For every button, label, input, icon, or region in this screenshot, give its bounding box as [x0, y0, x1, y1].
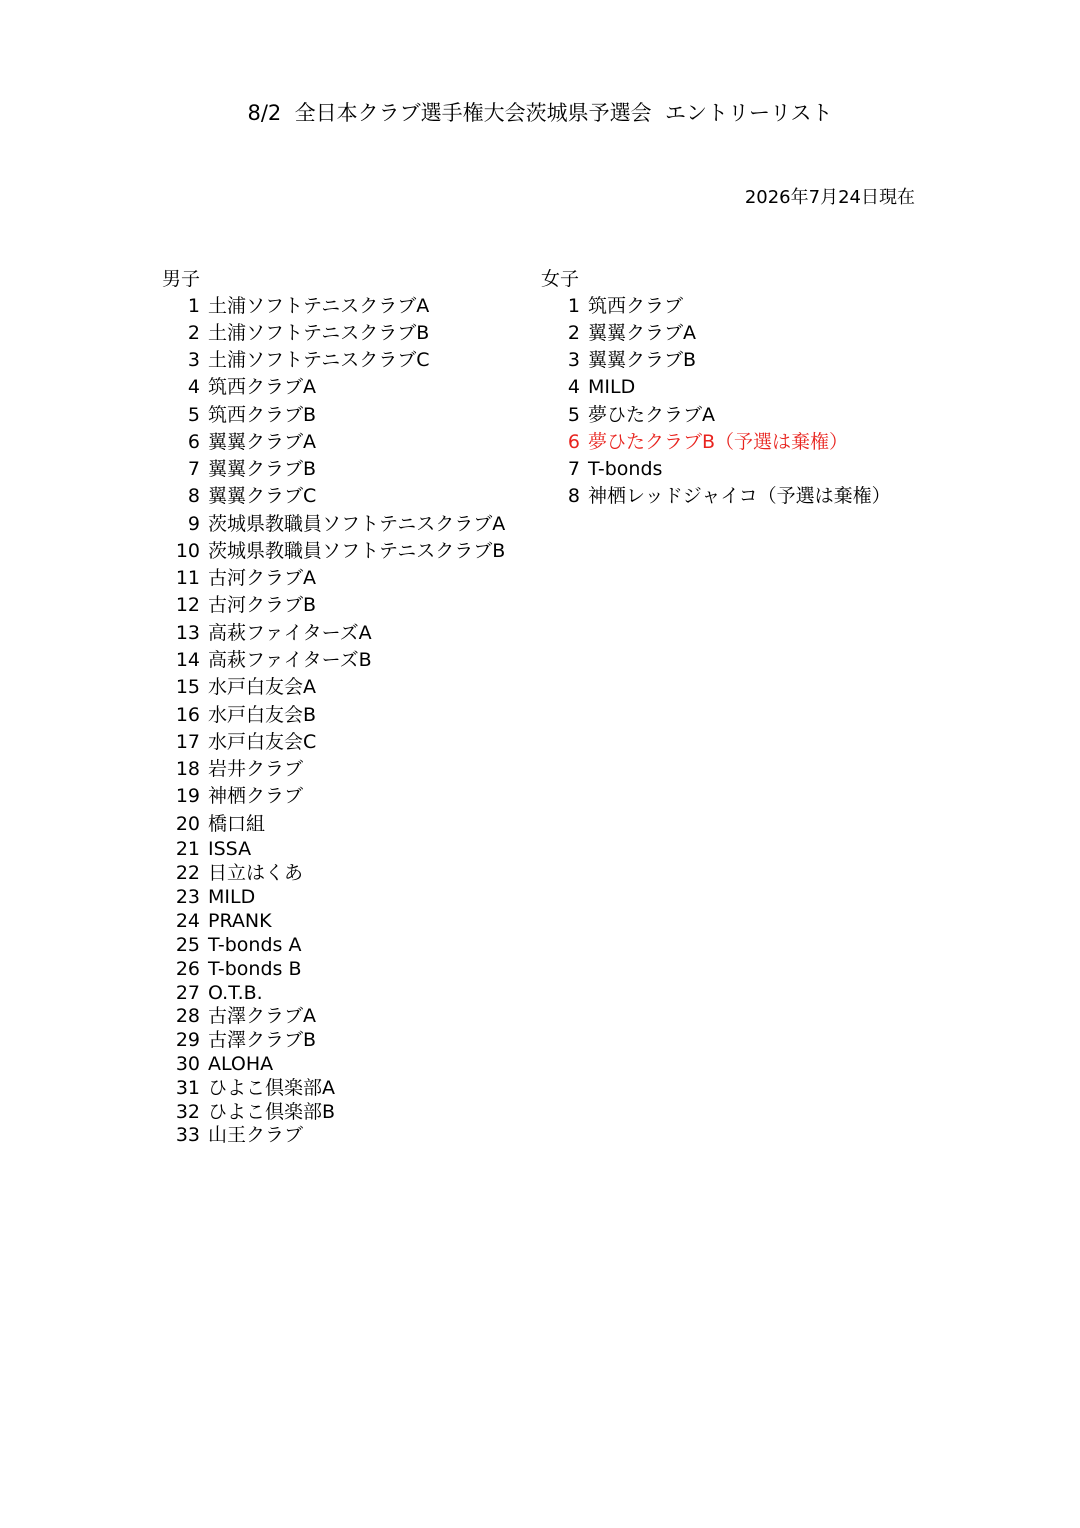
list-item	[540, 429, 848, 456]
list-item	[160, 932, 301, 959]
list-item	[160, 456, 316, 483]
entry-number: 21	[175, 838, 200, 860]
list-item	[160, 592, 316, 619]
entry-name: 水戸白友会C	[208, 731, 317, 753]
entry-number: 14	[175, 649, 200, 671]
men-header: 男子	[162, 268, 201, 290]
entry-name: 古澤クラブA	[208, 1005, 316, 1027]
list-item	[160, 429, 316, 456]
entry-name: ISSA	[208, 838, 252, 860]
entry-number: 31	[175, 1077, 200, 1099]
entry-name: 夢ひたクラブA	[588, 404, 715, 426]
entry-number: 10	[175, 540, 200, 562]
list-item	[160, 836, 251, 863]
entry-name: MILD	[588, 376, 636, 398]
entry-number: 2	[187, 322, 200, 344]
list-item	[160, 565, 316, 592]
entry-name: 筑西クラブB	[208, 404, 317, 426]
list-item	[160, 1051, 273, 1078]
list-item	[160, 1027, 316, 1054]
entry-name: 橋口組	[208, 813, 266, 835]
list-item	[160, 320, 429, 347]
entry-name: 翼翼クラブB	[588, 349, 697, 371]
entry-number: 26	[175, 958, 200, 980]
list-item	[160, 511, 505, 538]
entry-name: 古河クラブA	[208, 567, 316, 589]
list-item	[540, 347, 696, 374]
entry-number: 1	[567, 295, 580, 317]
entry-number: 1	[187, 295, 200, 317]
entry-name: PRANK	[208, 910, 272, 932]
women-header: 女子	[541, 268, 580, 290]
entry-name: 翼翼クラブA	[588, 322, 696, 344]
entry-number: 25	[175, 934, 200, 956]
entry-number: 22	[175, 862, 200, 884]
entry-name: 茨城県教職員ソフトテニスクラブB	[208, 540, 506, 562]
entry-number: 29	[175, 1029, 200, 1051]
list-item	[160, 756, 303, 783]
list-item	[160, 374, 316, 401]
entry-number: 3	[187, 349, 200, 371]
entry-number: 13	[175, 622, 200, 644]
list-item	[160, 884, 255, 911]
entry-name: 茨城県教職員ソフトテニスクラブA	[208, 513, 506, 535]
entry-number: 23	[175, 886, 200, 908]
entry-number: 27	[175, 982, 200, 1004]
entry-name: 岩井クラブ	[208, 758, 304, 780]
entry-name: 翼翼クラブA	[208, 431, 316, 453]
entry-name: 翼翼クラブC	[208, 485, 317, 507]
entry-number: 17	[175, 731, 200, 753]
entry-number: 30	[175, 1053, 200, 1075]
list-item	[160, 1122, 303, 1149]
entry-number: 8	[187, 485, 200, 507]
list-item	[160, 908, 272, 935]
list-item	[540, 483, 891, 510]
entry-number: 11	[175, 567, 200, 589]
list-item	[540, 456, 662, 483]
entry-name: 神栖レッドジャイコ（予選は棄権）	[588, 485, 891, 507]
entry-number: 5	[187, 404, 200, 426]
entry-name: MILD	[208, 886, 256, 908]
list-item	[160, 1075, 335, 1102]
list-item	[160, 347, 430, 374]
entry-name: 高萩ファイターズB	[208, 649, 372, 671]
page-title: 8/2 全日本クラブ選手権大会茨城県予選会 エントリーリスト	[247, 101, 833, 125]
list-item	[160, 702, 316, 729]
entry-name: ひよこ倶楽部B	[208, 1101, 336, 1123]
entry-name: 神栖クラブ	[208, 785, 304, 807]
entry-number: 32	[175, 1101, 200, 1123]
entry-number: 6	[567, 431, 580, 453]
entry-number: 18	[175, 758, 200, 780]
list-item	[160, 729, 316, 756]
entry-name: 水戸白友会A	[208, 676, 316, 698]
entry-name: ALOHA	[208, 1053, 274, 1075]
list-item	[160, 860, 303, 887]
list-item	[160, 783, 303, 810]
entry-name: T-bonds	[588, 458, 663, 480]
entry-name: 古河クラブB	[208, 594, 317, 616]
entry-name: 土浦ソフトテニスクラブA	[208, 295, 430, 317]
entry-number: 16	[175, 704, 200, 726]
entry-name: 山王クラブ	[208, 1124, 304, 1146]
entry-name: 土浦ソフトテニスクラブC	[208, 349, 430, 371]
entry-number: 28	[175, 1005, 200, 1027]
entry-number: 7	[567, 458, 580, 480]
entry-number: 19	[175, 785, 200, 807]
entry-number: 4	[567, 376, 580, 398]
entry-number: 15	[175, 676, 200, 698]
as-of-date: 2026年7月24日現在	[744, 187, 915, 208]
entry-number: 24	[175, 910, 200, 932]
entry-name: T-bonds B	[208, 958, 302, 980]
entry-name: 夢ひたクラブB（予選は棄権）	[588, 431, 849, 453]
entry-number: 20	[175, 813, 200, 835]
entry-name: 水戸白友会B	[208, 704, 317, 726]
entry-name: T-bonds A	[208, 934, 302, 956]
entry-name: 土浦ソフトテニスクラブB	[208, 322, 430, 344]
list-item	[540, 320, 696, 347]
list-item	[160, 647, 372, 674]
list-item	[160, 1003, 316, 1030]
entry-name: ひよこ倶楽部A	[208, 1077, 335, 1099]
entry-number: 33	[175, 1124, 200, 1146]
entry-name: 日立はくあ	[208, 862, 304, 884]
list-item	[160, 538, 505, 565]
entry-name: 筑西クラブ	[588, 295, 684, 317]
entry-number: 5	[567, 404, 580, 426]
list-item	[160, 811, 265, 838]
entry-number: 3	[567, 349, 580, 371]
list-item	[540, 293, 683, 320]
entry-name: 古澤クラブB	[208, 1029, 317, 1051]
entry-number: 8	[567, 485, 580, 507]
entry-number: 4	[187, 376, 200, 398]
entry-number: 9	[187, 513, 200, 535]
entry-name: 翼翼クラブB	[208, 458, 317, 480]
entry-number: 12	[175, 594, 200, 616]
entry-name: 高萩ファイターズA	[208, 622, 372, 644]
entry-name: O.T.B.	[208, 982, 263, 1004]
list-item	[540, 374, 635, 401]
entry-number: 6	[187, 431, 200, 453]
list-item	[160, 402, 316, 429]
list-item	[160, 293, 429, 320]
entry-number: 7	[187, 458, 200, 480]
entry-name: 筑西クラブA	[208, 376, 316, 398]
list-item	[160, 620, 372, 647]
list-item	[160, 483, 316, 510]
list-item	[160, 674, 316, 701]
entry-number: 2	[567, 322, 580, 344]
list-item	[540, 402, 715, 429]
list-item	[160, 956, 301, 983]
